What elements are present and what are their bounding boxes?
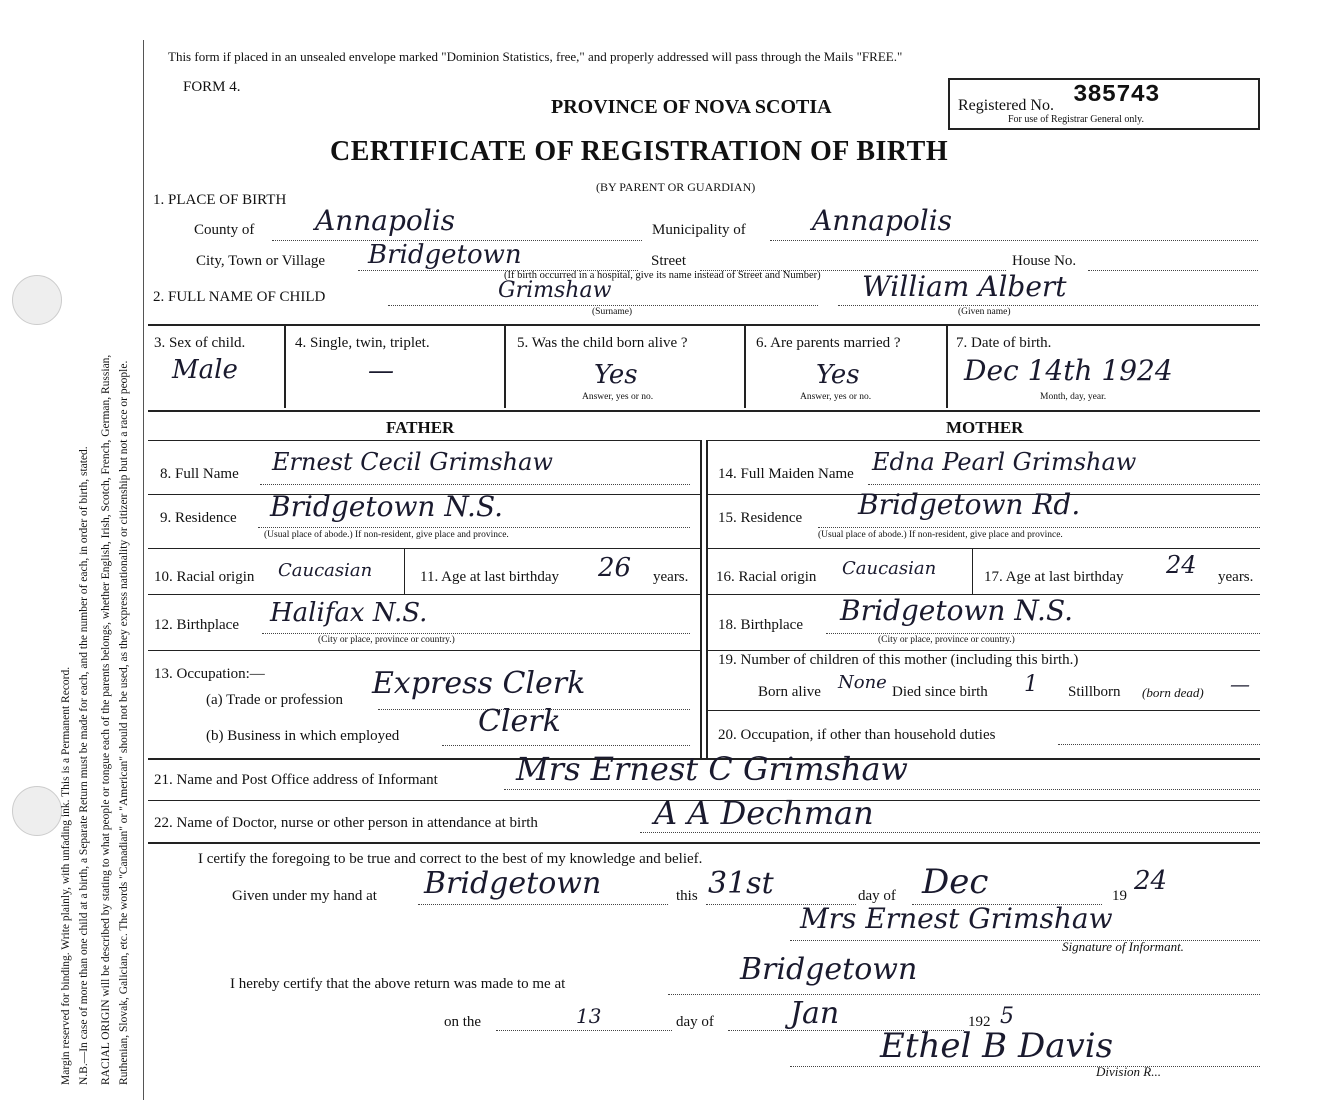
- rule-3: [148, 440, 700, 441]
- signature-caption: Signature of Informant.: [1062, 939, 1184, 954]
- margin-note-2: N.B.—In case of more than one child at a birth, a Separate Return must be made for each, and the number of each, in order of birth, stated.: [78, 446, 90, 1085]
- rule-6: [148, 842, 1260, 844]
- father-residence: Bridgetown N.S.: [270, 490, 504, 523]
- father-rule-4: [148, 650, 700, 651]
- surname-caption: (Surname): [592, 307, 633, 317]
- alive-caption: Answer, yes or no.: [582, 392, 654, 402]
- father-res-line: [258, 527, 690, 528]
- father-birthplace-label: 12. Birthplace: [154, 617, 239, 633]
- mother-birthplace-label: 18. Birthplace: [718, 617, 803, 633]
- sex-value: Male: [172, 355, 238, 385]
- registrar-place: Bridgetown: [740, 952, 918, 987]
- certify-year-prefix: 19: [1112, 888, 1127, 904]
- sex-label: 3. Sex of child.: [154, 335, 246, 351]
- municipality-line: [770, 240, 1258, 241]
- certificate-subtitle: (BY PARENT OR GUARDIAN): [596, 180, 756, 194]
- stillborn-label: Stillborn: [1068, 684, 1121, 700]
- margin-note-3: RACIAL ORIGIN will be described by stating to what people or tongue each of the parents belongs, whether English, Irish, Scotch, French, German, Russian,: [100, 354, 112, 1085]
- signature-line: [790, 940, 1260, 941]
- born-alive-count-label: Born alive: [758, 684, 821, 700]
- given-place-line: [418, 904, 668, 905]
- city-label: City, Town or Village: [196, 253, 326, 269]
- father-heading: FATHER: [386, 418, 455, 437]
- doctor-label: 22. Name of Doctor, nurse or other person in attendance at birth: [154, 815, 538, 831]
- mother-residence: Bridgetown Rd.: [858, 488, 1081, 521]
- informant-value: Mrs Ernest C Grimshaw: [516, 750, 908, 788]
- registrar-year-prefix: 192: [968, 1014, 991, 1030]
- hospital-note: (If birth occurred in a hospital, give its name instead of Street and Number): [504, 270, 821, 281]
- born-alive-label: 5. Was the child born alive ?: [517, 335, 688, 351]
- certify-month: Dec: [922, 862, 989, 902]
- child-surname: Grimshaw: [498, 278, 612, 303]
- house-label: House No.: [1012, 253, 1077, 269]
- mother-bp-line: [826, 633, 1260, 634]
- mother-residence-label: 15. Residence: [718, 510, 803, 526]
- mother-rule-4: [706, 650, 1260, 651]
- father-rule-2: [148, 548, 700, 549]
- father-birthplace-caption: (City or place, province or country.): [318, 635, 455, 645]
- registrar-place-line: [668, 994, 1260, 995]
- municipality-value: Annapolis: [812, 204, 953, 237]
- father-birthplace: Halifax N.S.: [270, 598, 428, 628]
- father-racial-divider: [404, 548, 405, 594]
- binding-hole-top: [12, 275, 62, 325]
- registrar-note: For use of Registrar General only.: [1008, 114, 1144, 125]
- father-name-label: 8. Full Name: [160, 466, 239, 482]
- mother-racial-label: 16. Racial origin: [716, 569, 817, 585]
- stillborn-value: —: [1230, 672, 1250, 696]
- father-residence-label: 9. Residence: [160, 510, 237, 526]
- father-racial: Caucasian: [278, 560, 373, 581]
- informant-signature: Mrs Ernest Grimshaw: [800, 902, 1113, 935]
- mother-racial: Caucasian: [842, 558, 937, 579]
- informant-label: 21. Name and Post Office address of Informant: [154, 772, 438, 788]
- born-alive-count: None: [838, 672, 887, 693]
- given-place: Bridgetown: [424, 866, 602, 901]
- died-since-birth: 1: [1024, 672, 1038, 697]
- col-4: [946, 326, 948, 408]
- stillborn-note: (born dead): [1142, 685, 1204, 700]
- mother-occupation-label: 20. Occupation, if other than household duties: [718, 727, 996, 743]
- margin-note-1: Margin reserved for binding. Write plainly, with unfading ink. This is a Permanent Record.: [60, 666, 72, 1085]
- postal-notice: This form if placed in an unsealed envelope marked "Dominion Statistics, free," and properly addressed will pass through the Mails "FREE.": [168, 49, 903, 64]
- rule-2: [148, 410, 1260, 412]
- mother-name-label: 14. Full Maiden Name: [718, 466, 854, 482]
- registrar-caption: Division R...: [1096, 1064, 1161, 1079]
- rule-3b: [706, 440, 1260, 441]
- trade-label: (a) Trade or profession: [206, 692, 344, 708]
- center-divider: [700, 440, 702, 758]
- mother-age-label: 17. Age at last birthday: [984, 569, 1124, 585]
- certificate-title: CERTIFICATE OF REGISTRATION OF BIRTH: [330, 136, 949, 167]
- registrar-statement: I hereby certify that the above return was made to me at: [230, 976, 566, 992]
- business-label: (b) Business in which employed: [206, 728, 400, 744]
- business-line: [442, 745, 690, 746]
- married-caption: Answer, yes or no.: [800, 392, 872, 402]
- margin-rule: [143, 40, 144, 1100]
- mother-occ-line: [1058, 744, 1260, 745]
- mother-heading: MOTHER: [946, 418, 1024, 437]
- business-value: Clerk: [478, 704, 561, 739]
- binding-hole-bottom: [12, 786, 62, 836]
- margin-note-4: Ruthenian, Slovak, Galician, etc. The words "Canadian" or "American" should not be used, as they express nationality or citizenship but not a race or people.: [118, 360, 130, 1085]
- father-bp-line: [262, 633, 690, 634]
- mother-years: years.: [1218, 569, 1254, 585]
- mother-age: 24: [1166, 551, 1197, 579]
- father-racial-label: 10. Racial origin: [154, 569, 255, 585]
- children-count-label: 19. Number of children of this mother (including this birth.): [718, 652, 1079, 668]
- plurality-label: 4. Single, twin, triplet.: [295, 335, 430, 351]
- father-name: Ernest Cecil Grimshaw: [272, 448, 553, 476]
- registrar-signature: Ethel B Davis: [880, 1026, 1114, 1066]
- place-of-birth-label: 1. PLACE OF BIRTH: [153, 192, 287, 208]
- born-alive-value: Yes: [594, 360, 638, 390]
- municipality-label: Municipality of: [652, 222, 746, 238]
- mother-racial-divider: [972, 548, 973, 594]
- father-rule-3: [148, 594, 700, 595]
- registrar-signature-line: [790, 1066, 1260, 1067]
- informant-line: [504, 789, 1260, 790]
- father-age: 26: [598, 553, 632, 583]
- province-title: PROVINCE OF NOVA SCOTIA: [551, 96, 832, 118]
- city-value: Bridgetown: [368, 240, 522, 270]
- registrar-month: Jan: [790, 996, 840, 1031]
- house-line: [1088, 270, 1258, 271]
- col-2: [504, 326, 506, 408]
- county-label: County of: [194, 222, 255, 238]
- married-value: Yes: [816, 360, 860, 390]
- died-since-birth-label: Died since birth: [892, 684, 988, 700]
- county-value: Annapolis: [315, 204, 456, 237]
- rule-1: [148, 324, 1260, 326]
- child-given-name: William Albert: [862, 270, 1067, 303]
- doctor-value: A A Dechman: [654, 794, 874, 832]
- registrar-day-line: [496, 1030, 672, 1031]
- col-3: [744, 326, 746, 408]
- certify-day: 31st: [708, 866, 774, 901]
- mother-res-line: [818, 527, 1260, 528]
- given-hand-label: Given under my hand at: [232, 888, 377, 904]
- certify-statement: I certify the foregoing to be true and correct to the best of my knowledge and belief.: [198, 851, 703, 867]
- mother-birthplace-caption: (City or place, province or country.): [878, 635, 1015, 645]
- dob-label: 7. Date of birth.: [956, 335, 1052, 351]
- this-label: this: [676, 888, 698, 904]
- registrar-day-label: day of: [676, 1014, 714, 1030]
- mother-birthplace: Bridgetown N.S.: [840, 594, 1074, 627]
- certify-day-label: day of: [858, 888, 896, 904]
- mother-name: Edna Pearl Grimshaw: [872, 448, 1137, 476]
- given-line: [838, 305, 1258, 306]
- father-years: years.: [653, 569, 689, 585]
- trade-value: Express Clerk: [372, 666, 586, 701]
- street-label: Street: [651, 253, 686, 269]
- surname-line: [388, 305, 818, 306]
- dob-caption: Month, day, year.: [1040, 392, 1107, 402]
- given-caption: (Given name): [958, 307, 1011, 317]
- child-name-label: 2. FULL NAME OF CHILD: [153, 289, 326, 305]
- father-age-label: 11. Age at last birthday: [420, 569, 559, 585]
- mother-name-line: [868, 484, 1260, 485]
- mother-residence-caption: (Usual place of abode.) If non-resident, give place and province.: [818, 530, 1063, 540]
- form-number: FORM 4.: [183, 79, 241, 95]
- dob-value: Dec 14th 1924: [964, 354, 1173, 387]
- registrar-year: 5: [1000, 1004, 1014, 1029]
- col-1: [284, 326, 286, 408]
- mother-rule-5: [706, 710, 1260, 711]
- doctor-line: [640, 832, 1260, 833]
- mother-rule-2: [706, 548, 1260, 549]
- married-label: 6. Are parents married ?: [756, 335, 901, 351]
- plurality-value: —: [368, 356, 394, 386]
- father-occupation-label: 13. Occupation:—: [154, 666, 265, 682]
- registered-number: 385743: [1073, 82, 1160, 109]
- certify-year: 24: [1134, 866, 1168, 896]
- registrar-on-label: on the: [444, 1014, 482, 1030]
- registrar-day: 13: [576, 1004, 602, 1028]
- registered-label: Registered No.: [958, 97, 1054, 114]
- father-name-line: [260, 484, 690, 485]
- father-residence-caption: (Usual place of abode.) If non-resident, give place and province.: [264, 530, 509, 540]
